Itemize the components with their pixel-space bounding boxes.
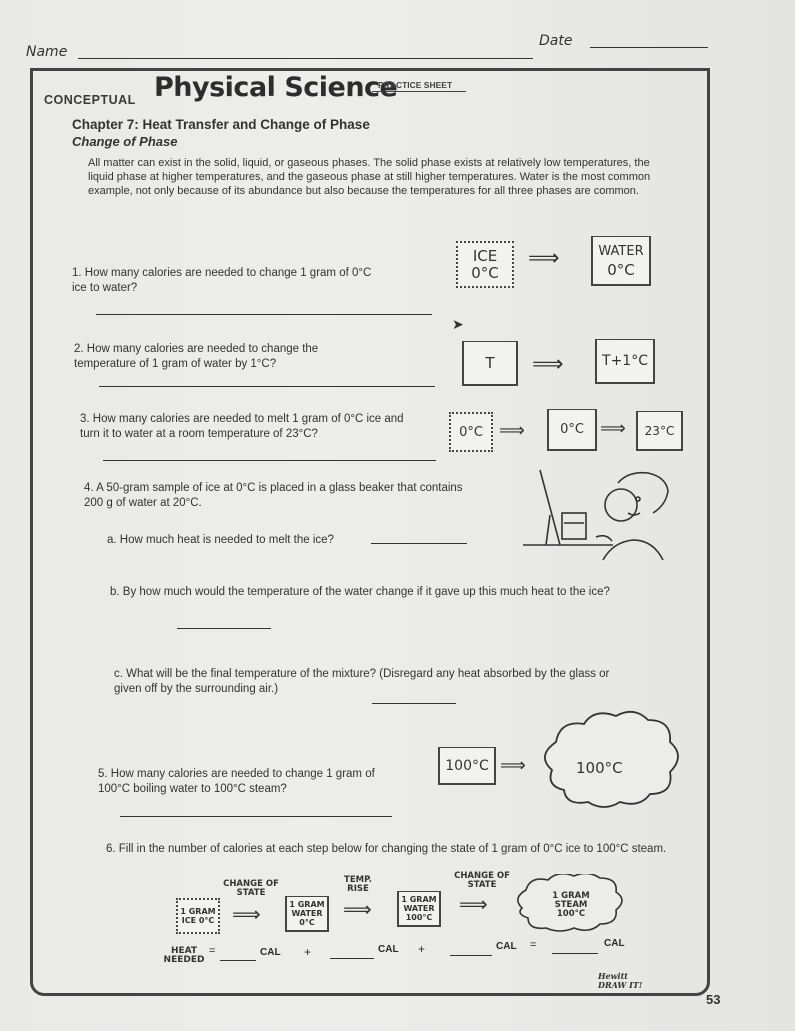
answer-line-4b[interactable] [177,628,271,629]
water-beaker-3a [547,409,597,451]
name-label: Name [26,44,68,60]
brand-conceptual: CONCEPTUAL [44,93,136,107]
water-beaker-t [462,341,518,386]
boiling-temp: 100°C [445,757,489,774]
question-3: 3. How many calories are needed to melt 1 gram of 0°C ice and turn it to water at a room temperature of 23°C? [80,413,404,440]
equals-sign-2: = [530,939,537,951]
arrow-icon: ⟹ [532,352,564,377]
heat-needed-label: HEAT NEEDED [163,946,205,965]
step-box-ice: 1 GRAM ICE 0°C [176,898,220,934]
answer-line-5[interactable] [120,816,392,817]
answer-line-3[interactable] [103,460,436,461]
brand-sheet: PRACTICE SHEET [378,80,453,90]
answer-blank-cal-1[interactable] [220,960,256,961]
question-4: 4. A 50-gram sample of ice at 0°C is placed in a glass beaker that contains 200 g of water at 20°C. [84,482,463,509]
question-5: 5. How many calories are needed to change 1 gram of 100°C boiling water to 100°C steam? [98,768,375,795]
hewitt-signature: Hewitt DRAW IT! [598,971,643,990]
ice-temp: 0°C [471,263,499,282]
intro-paragraph: All matter can exist in the solid, liquid, or gaseous phases. The solid phase exists at relatively low temperatures, the liquid phase at higher temperatures, and the gaseous phase at still higher temperatures. Water is the most common example, not only because of its abundance but also because the temperatures for all three phases are common. [88,157,651,197]
ice-temp-3: 0°C [459,424,483,440]
ice-beaker-1 [456,241,514,288]
cal-label-1: CAL [260,947,281,958]
cal-label-4: CAL [604,938,625,949]
student-beaker-illustration [518,465,693,575]
step-cloud-steam: 1 GRAM STEAM 100°C [552,891,590,919]
boiling-water-beaker [438,747,496,785]
arrow-icon: ⟹ [528,246,560,271]
answer-blank-cal-3[interactable] [450,955,492,956]
steam-temp: 100°C [576,759,623,777]
chapter-subtitle: Change of Phase [72,134,178,149]
temp-t-label: T [485,354,495,372]
brand-underline [372,91,466,92]
answer-blank-cal-total[interactable] [552,953,598,954]
arrow-icon: ⟹ [499,420,525,441]
arrow-icon: ⟹ [459,892,488,916]
chapter-title: Chapter 7: Heat Transfer and Change of Phase [72,117,370,132]
page-number: 53 [706,992,721,1007]
cal-label-2: CAL [378,944,399,955]
arrow-icon: ⟹ [232,902,261,926]
ice-label: ICE [472,246,498,265]
question-4a: a. How much heat is needed to melt the ice? [107,534,334,546]
cal-label-3: CAL [496,941,517,952]
question-4c: c. What will be the final temperature of the mixture? (Disregard any heat absorbed by the glass or given off by the surrounding air.) [114,668,610,695]
question-1: 1. How many calories are needed to change 1 gram of 0°C ice to water? [72,267,372,294]
answer-line-4c[interactable] [372,703,456,704]
water-temp: 0°C [607,260,635,279]
label-change-of-state-1: CHANGE OF STATE [223,879,279,898]
arrow-icon: ⟹ [600,418,626,439]
label-change-of-state-2: CHANGE OF STATE [454,871,510,890]
plus-sign-2: + [418,942,426,956]
equals-sign: = [209,945,216,957]
answer-line-2[interactable] [99,386,435,387]
cursor-pointer-icon: ➤ [452,316,464,332]
temp-t-plus-label: T+1°C [602,353,648,369]
date-label: Date [539,33,573,49]
water-beaker-t-plus [595,339,655,384]
arrow-icon: ⟹ [343,897,372,921]
label-temp-rise: TEMP. RISE [344,875,372,894]
plus-sign-1: + [304,945,312,959]
step-box-water-0: 1 GRAM WATER 0°C [285,896,329,932]
brand-title: Physical Science [154,72,398,103]
water-beaker-1 [591,236,651,286]
date-line[interactable] [590,47,708,48]
question-2: 2. How many calories are needed to change the temperature of 1 gram of water by 1°C? [74,343,319,370]
name-line[interactable] [78,58,533,59]
ice-beaker-3 [449,412,493,452]
step-box-water-100: 1 GRAM WATER 100°C [397,891,441,927]
arrow-icon: ⟹ [500,755,526,776]
answer-blank-cal-2[interactable] [330,958,374,959]
water-temp-3b: 23°C [644,423,675,438]
water-label: WATER [598,243,644,259]
question-4b: b. By how much would the temperature of the water change if it gave up this much heat to the ice? [110,586,610,598]
answer-line-4a[interactable] [371,543,467,544]
water-temp-3a: 0°C [560,422,584,437]
water-beaker-3b [636,411,683,451]
answer-line-1[interactable] [96,314,432,315]
question-6: 6. Fill in the number of calories at each step below for changing the state of 1 gram of 0°C ice to 100°C steam. [106,843,667,855]
